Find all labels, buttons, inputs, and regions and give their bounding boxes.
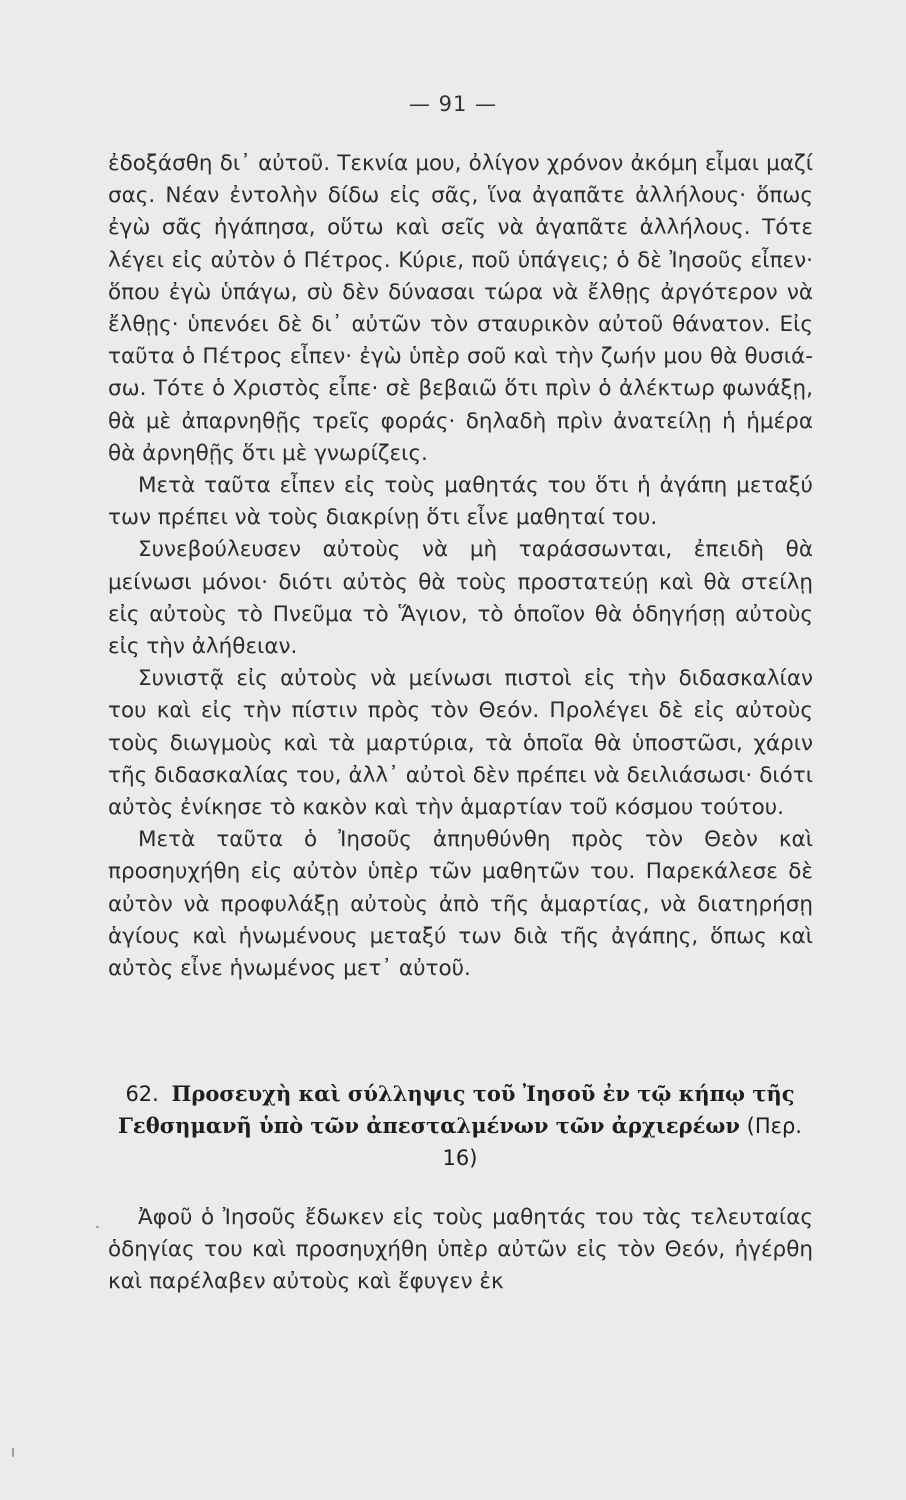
section-title: Προσευχὴ καὶ σύλληψις τοῦ Ἰησοῦ ἐν τῷ κήπῳ τῆς Γεθσημανῆ ὑπὸ τῶν ἀπεσταλμένων τῶν ἀρχιερέων — [118, 1081, 795, 1138]
paragraph: Ἀφοῦ ὁ Ἰησοῦς ἔδωκεν εἰς τοὺς μαθητάς του τὰς τελευταίας ὁδηγίας του καὶ προσηυχήθη ὑπὲρ αὐτῶν εἰς τὸν Θεόν, ἠγέρθη καὶ παρέλαβεν αὐτοὺς καὶ ἔφυγεν ἐκ — [108, 1205, 813, 1295]
print-speck — [96, 1226, 99, 1228]
paragraph: Συνιστᾷ εἰς αὐτοὺς νὰ μείνωσι πιστοὶ εἰς τὴν διδασκαλίαν του καὶ εἰς τὴν πίστιν πρὸς τὸν Θεόν. Προλέγει δὲ εἰς αὐτοὺς τοὺς διωγμοὺς καὶ τὰ μαρτύρια, τὰ ὁποῖα θὰ ὑποστῶσι, χάριν τῆς διδασκαλίας του, ἀλλ᾽ αὐτοὶ δὲν πρέπει νὰ δειλιάσωσι· διότι αὐτὸς ἐνίκησε τὸ κακὸν καὶ τὴν ἁμαρτίαν τοῦ κόσμου τούτου. — [108, 666, 813, 821]
page-number: — 91 — — [408, 92, 498, 116]
section-heading — [100, 1078, 820, 1174]
paragraph: Μετὰ ταῦτα ὁ Ἰησοῦς ἀπηυθύνθη πρὸς τὸν Θεὸν καὶ προσηυχήθη εἰς αὐτὸν ὑπὲρ τῶν μαθητῶν του. Παρεκάλεσε δὲ αὐτὸν νὰ προφυλάξῃ αὐτοὺς ἀπὸ τῆς ἁμαρτίας, νὰ διατηρήσῃ ἁγίους καὶ ἡνωμένους μεταξύ των διὰ τῆς ἀγάπης, ὅπως καὶ αὐτὸς εἶνε ἡνωμένος μετ᾽ αὐτοῦ. — [108, 827, 813, 982]
section-number: 62. — [125, 1082, 159, 1106]
main-text-block — [108, 148, 813, 985]
print-speck — [12, 1448, 14, 1457]
section-reference: (Περ. 16) — [442, 1114, 802, 1170]
paragraph: Συνεβούλευσεν αὐτοὺς νὰ μὴ ταράσσωνται, ἐπειδὴ θὰ μείνωσι μόνοι· διότι αὐτὸς θὰ τοὺς προστατεύῃ καὶ θὰ στείλῃ εἰς αὐτοὺς τὸ Πνεῦμα τὸ Ἅγιον, τὸ ὁποῖον θὰ ὁδηγήσῃ αὐτοὺς εἰς τὴν ἀλήθειαν. — [108, 537, 813, 660]
paragraph-continuation: ἐδοξάσθη δι᾽ αὐτοῦ. Τεκνία μου, ὀλίγον χρόνον ἀκόμη εἶμαι μαζί σας. Νέαν ἐντολὴν δίδω εἰς σᾶς, ἵνα ἀγαπᾶτε ἀλλήλους· ὅπως ἐγὼ σᾶς ἠγάπησα, οὕτω καὶ σεῖς νὰ ἀγαπᾶτε ἀλλήλους. Τότε λέγει εἰς αὐτὸν ὁ Πέτρος. Κύριε, ποῦ ὑπάγεις; ὁ δὲ Ἰησοῦς εἶπεν· ὅπου ἐγὼ ὑπάγω, σὺ δὲν δύνασαι τώρα νὰ ἔλθῃς ἀργότερον νὰ ἔλθῃς· ὑπενόει δὲ δι᾽ αὐτῶν τὸν σταυρικὸν αὐτοῦ θάνατον. Εἰς ταῦτα ὁ Πέτρος εἶπεν· ἐγὼ ὑπὲρ σοῦ καὶ τὴν ζωήν μου θὰ θυσιάσω. Τότε ὁ Χριστὸς εἶπε· σὲ βεβαιῶ ὅτι πρὶν ὁ ἀλέκτωρ φωνάξῃ, θὰ μὲ ἀπαρνηθῇς τρεῖς φοράς· δηλαδὴ πρὶν ἀνατείλῃ ἡ ἡμέρα θὰ ἀρνηθῇς ὅτι μὲ γνωρίζεις. — [108, 151, 813, 466]
section-text-block — [108, 1202, 813, 1299]
paragraph: Μετὰ ταῦτα εἶπεν εἰς τοὺς μαθητάς του ὅτι ἡ ἀγάπη μεταξύ των πρέπει νὰ τοὺς διακρίνῃ ὅτι εἶνε μαθηταί του. — [108, 473, 813, 531]
